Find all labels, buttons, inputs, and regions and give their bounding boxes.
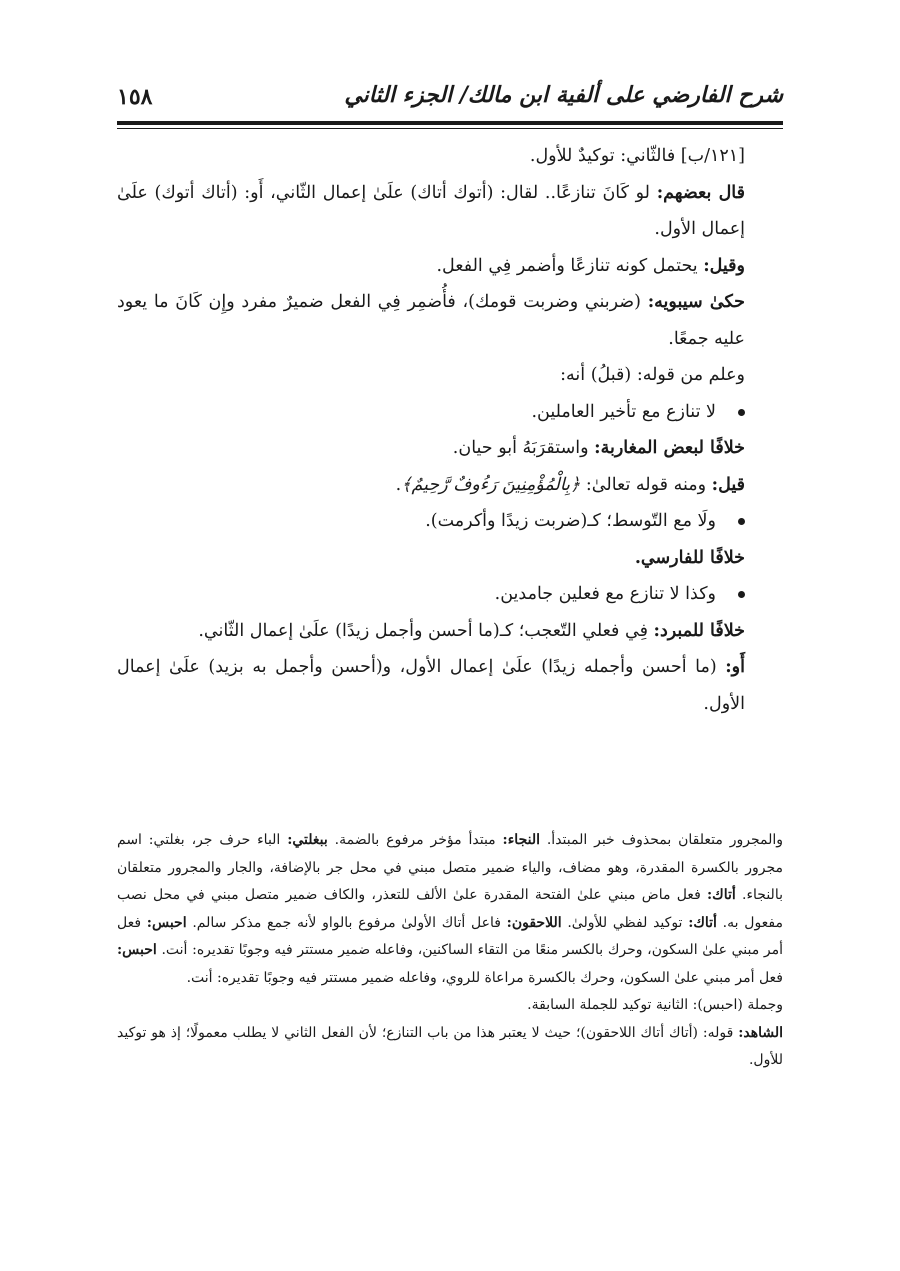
bullet-item: لا تنازع مع تأخير العاملين. xyxy=(117,394,783,431)
footnotes xyxy=(117,827,783,1075)
footnote-paragraph: الشاهد: قوله: (أتاك أتاك اللاحقون)؛ حيث لا يعتبر هذا من باب التنازع؛ لأن الفعل الثاني لا يطلب معمولًا؛ إذ هو توكيد للأول. xyxy=(117,1024,783,1068)
bullet-icon xyxy=(738,409,745,416)
footnote-paragraph: والمجرور متعلقان بمحذوف خبر المبتدأ. النجاء: مبتدأ مؤخر مرفوع بالضمة. ببغلتي: الباء حرف جر، بغلتي: اسم مجرور بالكسرة المقدرة، وهو مضاف، والياء ضمير متصل مبني في محل جر بالإضافة، والجار والمجرور متعلقان بالنجاء. أتاك: فعل ماض مبني علىٰ الفتحة المقدرة علىٰ الألف للتعذر، والكاف ضمير متصل مبني في محل نصب مفعول به. أتاك: توكيد لفظي للأولىٰ. اللاحقون: فاعل أتاك الأولىٰ مرفوع بالواو لأنه جمع مذكر سالم. احبس: فعل أمر مبني علىٰ السكون، وحرك بالكسر منعًا من التقاء الساكنين، وفاعله ضمير مستتر فيه وجوبًا تقديره: أنت. احبس: فعل أمر مبني علىٰ السكون، وحرك بالكسرة مراعاة للروي، وفاعله ضمير مستتر فيه وجوبًا تقديره: أنت. xyxy=(117,832,784,986)
paragraph: [١٢١/ب] فالثّاني: توكيدٌ للأول. xyxy=(529,146,745,166)
header-rule-thick xyxy=(117,121,783,125)
footnote-paragraph: وجملة (احبس): الثانية توكيد للجملة السابقة. xyxy=(527,997,783,1013)
paragraph: أَو: (ما أحسن وأجمله زيدًا) علَىٰ إعمال الأول، و(أحسن وأجمل به بزيد) علَىٰ إعمال الأول. xyxy=(117,657,745,714)
bullet-item: ولَا مع التّوسط؛ كـ(ضربت زيدًا وأكرمت). xyxy=(117,503,783,540)
paragraph: قال بعضهم: لو كَانَ تنازعًا.. لقال: (أتوك أتاك) علَىٰ إعمال الثّاني، أَو: (أتاك أتوك) علَىٰ إعمال الأول. xyxy=(117,182,745,239)
header-rule-thin xyxy=(117,128,783,129)
running-title: شرح الفارضي على ألفية ابن مالك/ الجزء الثاني xyxy=(344,82,783,108)
main-text xyxy=(117,138,783,722)
paragraph: خلافًا للفارسي. xyxy=(634,547,745,568)
page-number: ١٥٨ xyxy=(117,84,153,110)
quran-verse: ﴿بِالْمُؤْمِنِينَ رَءُوفٌ رَّحِيمٌ﴾ xyxy=(401,474,581,495)
paragraph: حكىٰ سيبويه: (ضربني وضربت قومك)، فأُضمِر فِي الفعل ضميرٌ مفرد وإِن كَانَ ما يعود عليه جمعًا. xyxy=(117,292,745,349)
paragraph: خلافًا لبعض المغاربة: واستقرَبَهُ أبو حيان. xyxy=(452,438,745,458)
bullet-item: وكذا لا تنازع مع فعلين جامدين. xyxy=(117,576,783,613)
bullet-icon xyxy=(738,518,745,525)
paragraph: خلافًا للمبرد: فِي فعلي التّعجب؛ كـ(ما أحسن وأجمل زيدًا) علَىٰ إعمال الثّاني. xyxy=(198,620,745,641)
bullet-icon xyxy=(738,591,745,598)
paragraph: وعلم من قوله: (قبلُ) أنه: xyxy=(560,365,745,385)
paragraph: قيل: ومنه قوله تعالىٰ: ﴿بِالْمُؤْمِنِينَ رَءُوفٌ رَّحِيمٌ﴾. xyxy=(395,474,745,495)
page-header xyxy=(117,78,783,118)
paragraph: وقيل: يحتمل كونه تنازعًا وأضمر فِي الفعل. xyxy=(436,255,745,276)
